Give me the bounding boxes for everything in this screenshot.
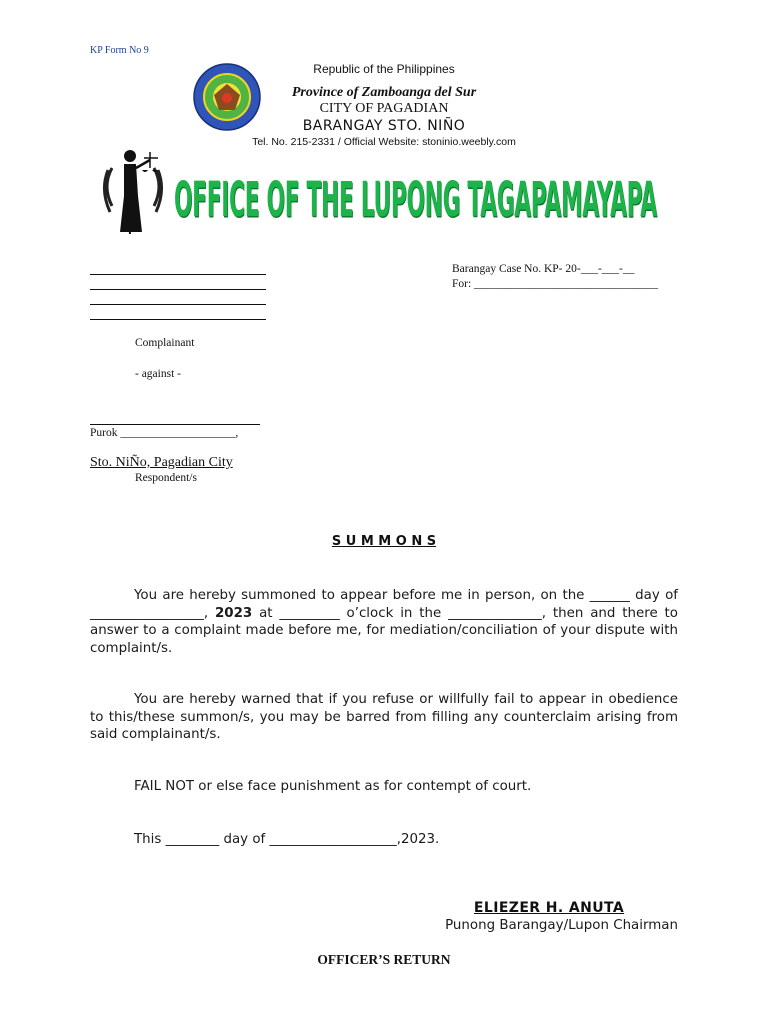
case-number: Barangay Case No. KP- 20-___-___-__ (452, 263, 635, 275)
summons-title: S U M M O N S (331, 534, 437, 549)
complainant-line-3 (90, 304, 266, 305)
against-label: - against - (135, 368, 181, 380)
summons-paragraph-1: You are hereby summoned to appear before me in person, on the ______ day of _________________, 2023 at _________ o’clock in the ______________, then and there to answer to a complaint made before me, for mediation/conciliation of your dispute with complaint/s. (90, 588, 678, 656)
complainant-line-1 (90, 274, 266, 275)
republic-line: Republic of the Philippines (313, 62, 455, 76)
summons-paragraph-3: FAIL NOT or else face punishment as for contempt of court. (134, 779, 532, 794)
purok-line: Purok ____________________, (90, 427, 239, 439)
province-line: Province of Zamboanga del Sur (291, 85, 477, 100)
lady-justice-icon (100, 146, 166, 240)
summons-paragraph-4: This ________ day of ___________________,2023. (134, 832, 440, 847)
respondent-name-line (90, 424, 260, 425)
office-title: OFFICE OF THE LUPONG TAGAPAMAYAPA (174, 171, 657, 228)
case-for: For: ________________________________ (452, 278, 659, 290)
respondent-label: Respondent/s (135, 472, 197, 484)
summons-paragraph-2: You are hereby warned that if you refuse or willfully fail to appear in obedience to this/these summon/s, you may be barred from filling any counterclaim arising from said complainant/s. (90, 692, 678, 742)
complainant-line-2 (90, 289, 266, 290)
complainant-line-4 (90, 319, 266, 320)
officers-return-heading: OFFICER’S RETURN (317, 952, 451, 967)
summons-year: 2023 (214, 605, 253, 621)
form-number: KP Form No 9 (90, 45, 149, 56)
complainant-label: Complainant (135, 337, 195, 349)
city-line: CITY OF PAGADIAN (319, 101, 449, 116)
barangay-line: BARANGAY STO. NIÑO (302, 118, 466, 134)
contact-line: Tel. No. 215-2331 / Official Website: stoninio.weebly.com (252, 136, 516, 148)
respondent-address: Sto. NiÑo, Pagadian City (90, 455, 233, 470)
signatory-title: Punong Barangay/Lupon Chairman (445, 918, 678, 933)
signatory-name: ELIEZER H. ANUTA (473, 900, 625, 916)
